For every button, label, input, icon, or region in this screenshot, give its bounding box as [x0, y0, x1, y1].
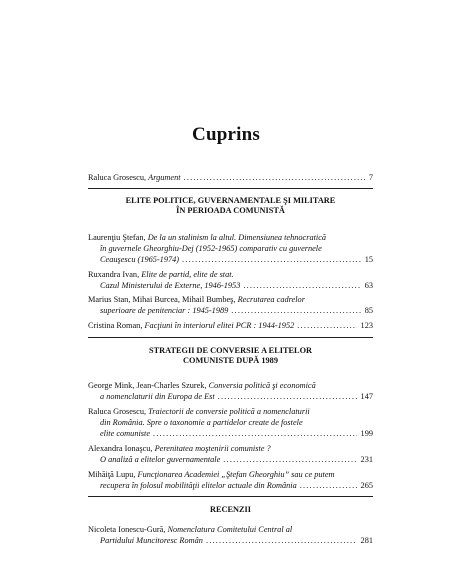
entry-author: Alexandra Ionaşcu, — [88, 444, 153, 453]
entry-title: De la un stalinism la altul. Dimensiunea tehnocratică — [147, 233, 327, 242]
entry-title-cont: a nomenclaturii din Europa de Est — [100, 392, 215, 401]
entry-author: Nicoleta Ionescu-Gură, — [88, 525, 166, 534]
entry-title-cont: recupera în folosul mobilităţii elitelor actuale din România — [100, 481, 297, 490]
entry-page-number: 199 — [360, 429, 373, 438]
entry-page-number: 281 — [360, 536, 373, 545]
entry-page-number: 123 — [360, 321, 373, 330]
entry-title: Funcţionarea Academiei „Ştefan Gheorghiu” sau ce putem — [137, 470, 335, 479]
entry-title-cont: Ceauşescu (1965-1974) — [100, 255, 180, 264]
entry-page-number: 265 — [360, 481, 373, 490]
leader-dots — [218, 391, 357, 402]
entry-title: Argument — [148, 173, 181, 182]
toc-entry-ivan[interactable] — [88, 269, 373, 291]
entry-title: Conversia politică şi economică — [208, 381, 316, 390]
section-divider — [88, 496, 373, 497]
toc-entry-grosescu-traiectorii[interactable] — [88, 406, 373, 439]
toc-entry-mink[interactable] — [88, 380, 373, 402]
entry-author: Raluca Grosescu, — [88, 407, 147, 416]
entry-author: Laurenţiu Ştefan, — [88, 233, 146, 242]
entry-author: Marius Stan, Mihai Burcea, Mihail Bumbeş, — [88, 295, 236, 304]
section-heading-line: COMUNISTE DUPĂ 1989 — [183, 356, 278, 365]
entry-page-number: 231 — [360, 455, 373, 464]
toc-entry-argument[interactable] — [88, 172, 373, 183]
section-divider — [88, 188, 373, 189]
leader-dots — [153, 428, 357, 439]
entry-page-number: 15 — [364, 255, 373, 264]
leader-dots — [297, 320, 356, 331]
entry-title-cont: în guvernele Gheorghiu-Dej (1952-1965) comparativ cu guvernele — [100, 244, 322, 253]
section-divider — [88, 337, 373, 338]
entry-title-cont: superioare de penitenciar : 1945-1989 — [100, 306, 229, 315]
toc-entry-lupu[interactable] — [88, 469, 373, 491]
leader-dots — [223, 454, 356, 465]
section-heading-recenzii — [88, 505, 373, 515]
entry-title: Facţiuni în interiorul elitei PCR : 1944-1952 — [144, 321, 295, 330]
toc-entry-stan[interactable] — [88, 294, 373, 316]
entry-page-number: 7 — [368, 173, 373, 182]
entry-author: Raluca Grosescu, — [88, 173, 147, 182]
entry-title-cont: Partidului Muncitoresc Român — [100, 536, 203, 545]
entry-author: Cristina Roman, — [88, 321, 143, 330]
entry-title-cont: O analiză a elitelor guvernamentale — [100, 455, 221, 464]
section-heading-line: ELITE POLITICE, GUVERNAMENTALE ŞI MILITARE — [125, 196, 336, 205]
toc-entry-ionescu-gura[interactable] — [88, 524, 373, 546]
leader-dots — [243, 280, 360, 291]
section-heading-line: STRATEGII DE CONVERSIE A ELITELOR — [148, 346, 313, 355]
entry-title-cont: Cazul Ministerului de Externe, 1946-1953 — [100, 281, 241, 290]
entry-page-number: 147 — [360, 392, 373, 401]
section-heading-elite-politice — [88, 196, 373, 216]
entry-title-cont: elite comuniste — [100, 429, 150, 438]
entry-author: Ruxandra Ivan, — [88, 270, 140, 279]
entry-title: Nomenclatura Comitetului Central al — [167, 525, 293, 534]
toc-entry-roman[interactable] — [88, 320, 373, 331]
entry-title: Recrutarea cadrelor — [237, 295, 305, 304]
entry-author: George Mink, Jean-Charles Szurek, — [88, 381, 207, 390]
entry-title-cont: din România. Spre o taxonomie a partidelor create de fostele — [100, 418, 303, 427]
leader-dots — [206, 535, 357, 546]
toc-entry-stefan[interactable] — [88, 232, 373, 265]
toc-entry-ionascu[interactable] — [88, 443, 373, 465]
leader-dots — [231, 305, 360, 316]
entry-page-number: 63 — [364, 281, 373, 290]
entry-page-number: 85 — [364, 306, 373, 315]
entry-title: Perenitatea moştenirii comuniste ? — [154, 444, 271, 453]
leader-dots — [300, 480, 357, 491]
leader-dots — [182, 254, 361, 265]
page-title: Cuprins — [192, 124, 260, 145]
entry-author: Mihăiţă Lupu, — [88, 470, 136, 479]
section-heading-line: ÎN PERIOADA COMUNISTĂ — [176, 206, 285, 215]
section-heading-strategii — [88, 346, 373, 366]
entry-title: Traiectorii de conversie politică a nomenclaturii — [148, 407, 310, 416]
entry-title: Elite de partid, elite de stat. — [141, 270, 234, 279]
leader-dots — [184, 172, 365, 183]
section-heading-line: RECENZII — [209, 505, 252, 514]
